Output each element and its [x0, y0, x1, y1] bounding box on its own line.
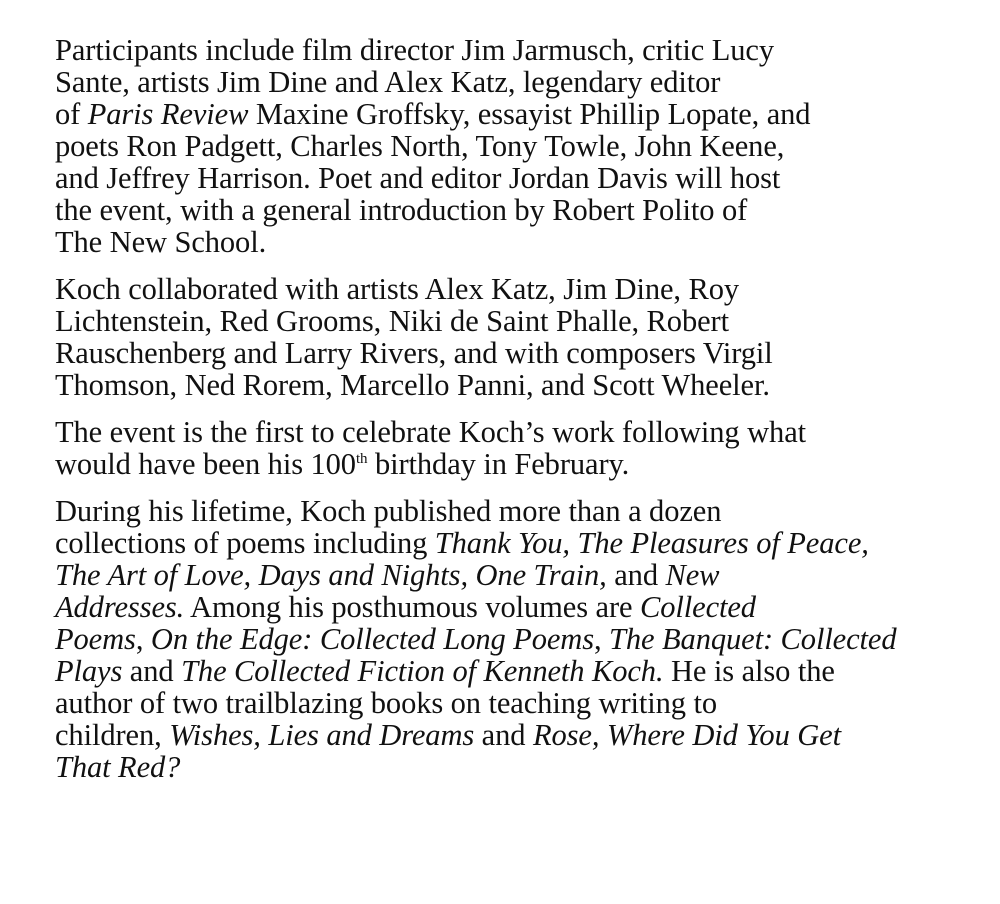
- text-run: Rauschenberg and Larry Rivers, and with composers Virgil: [55, 336, 773, 370]
- text-line: [55, 305, 980, 337]
- text-line: [55, 623, 980, 655]
- italic-title: New: [665, 558, 720, 592]
- text-run: poets Ron Padgett, Charles North, Tony Towle, John Keene,: [55, 129, 785, 163]
- italic-title: Thank You, The Pleasures of Peace,: [434, 526, 869, 560]
- text-line: [55, 719, 980, 751]
- text-line: [55, 527, 980, 559]
- text-run: ,: [593, 622, 610, 656]
- superscript-text: th: [355, 450, 368, 467]
- text-line: [55, 416, 980, 448]
- text-run: and: [474, 718, 533, 752]
- text-line: [55, 495, 980, 527]
- italic-title: Addresses.: [55, 590, 185, 624]
- text-run: the event, with a general introduction by Robert Polito of: [55, 193, 748, 227]
- text-run: Among his posthumous volumes are: [184, 590, 640, 624]
- italic-title: On the Edge: Collected Long Poems: [150, 622, 594, 656]
- text-run: Thomson, Ned Rorem, Marcello Panni, and Scott Wheeler.: [55, 368, 770, 402]
- italic-title: That Red?: [55, 750, 181, 784]
- italic-title: The Collected Fiction of Kenneth Koch.: [181, 654, 664, 688]
- paragraph: [55, 495, 980, 783]
- text-run: Sante, artists Jim Dine and Alex Katz, legendary editor: [55, 65, 721, 99]
- italic-title: Rose, Where Did You Get: [532, 718, 841, 752]
- text-run: birthday in February.: [367, 447, 630, 481]
- text-line: [55, 369, 980, 401]
- text-run: and Jeffrey Harrison. Poet and editor Jordan Davis will host: [55, 161, 781, 195]
- italic-title: The Banquet: Collected: [609, 622, 897, 656]
- text-line: [55, 751, 980, 783]
- text-run: He is also the: [663, 654, 835, 688]
- text-run: The event is the first to celebrate Koch’s work following what: [55, 415, 806, 449]
- text-run: Lichtenstein, Red Grooms, Niki de Saint Phalle, Robert: [55, 304, 729, 338]
- text-run: Koch collaborated with artists Alex Katz, Jim Dine, Roy: [55, 272, 739, 306]
- text-line: [55, 655, 980, 687]
- text-line: [55, 130, 980, 162]
- text-line: [55, 448, 980, 480]
- italic-title: Wishes, Lies and Dreams: [169, 718, 475, 752]
- italic-title: Paris Review: [87, 97, 249, 131]
- text-line: [55, 194, 980, 226]
- text-run: would have been his 100: [55, 447, 356, 481]
- text-run: children,: [55, 718, 170, 752]
- italic-title: Collected: [639, 590, 756, 624]
- italic-title: The Art of Love, Days and Nights, One Train,: [55, 558, 607, 592]
- text-line: [55, 162, 980, 194]
- text-run: author of two trailblazing books on teaching writing to: [55, 686, 717, 720]
- text-run: of: [55, 97, 88, 131]
- text-run: Maxine Groffsky, essayist Phillip Lopate, and: [248, 97, 811, 131]
- text-run: Participants include film director Jim Jarmusch, critic Lucy: [55, 33, 775, 67]
- italic-title: Plays: [55, 654, 123, 688]
- text-line: [55, 559, 980, 591]
- text-line: [55, 34, 980, 66]
- paragraph: [55, 273, 980, 401]
- text-run: collections of poems including: [55, 526, 435, 560]
- text-line: [55, 273, 980, 305]
- text-run: During his lifetime, Koch published more than a dozen: [55, 494, 722, 528]
- text-line: [55, 591, 980, 623]
- text-line: [55, 66, 980, 98]
- text-run: ,: [135, 622, 151, 656]
- text-run: The New School.: [55, 225, 267, 259]
- text-line: [55, 226, 980, 258]
- paragraph: [55, 34, 980, 258]
- paragraph: [55, 416, 980, 480]
- text-run: and: [122, 654, 182, 688]
- text-line: [55, 337, 980, 369]
- text-line: [55, 687, 980, 719]
- text-line: [55, 98, 980, 130]
- text-run: and: [606, 558, 666, 592]
- italic-title: Poems: [55, 622, 136, 656]
